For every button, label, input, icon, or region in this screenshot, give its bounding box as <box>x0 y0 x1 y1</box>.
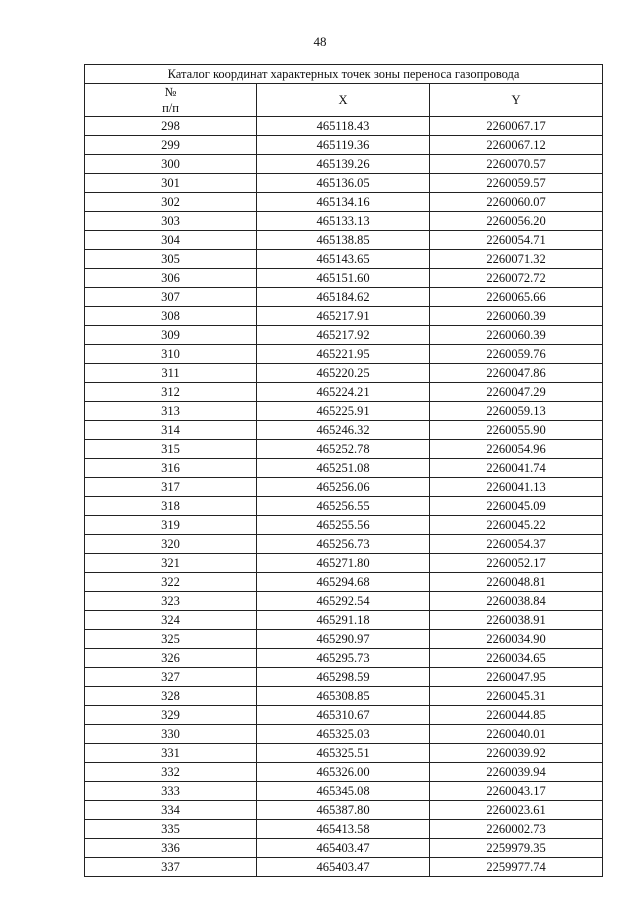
table-row <box>85 516 603 535</box>
point-number-cell: 334 <box>85 801 257 820</box>
y-coordinate-cell: 2260023.61 <box>430 801 603 820</box>
point-number-cell: 323 <box>85 592 257 611</box>
x-coordinate-cell: 465225.91 <box>257 402 430 421</box>
y-coordinate-cell: 2260002.73 <box>430 820 603 839</box>
point-number-cell: 320 <box>85 535 257 554</box>
table-row <box>85 231 603 250</box>
point-number-cell: 302 <box>85 193 257 212</box>
x-coordinate-cell: 465290.97 <box>257 630 430 649</box>
point-number-cell: 333 <box>85 782 257 801</box>
point-number-cell: 301 <box>85 174 257 193</box>
table-row <box>85 307 603 326</box>
point-number-cell: 331 <box>85 744 257 763</box>
y-coordinate-cell: 2260067.12 <box>430 136 603 155</box>
point-number-cell: 324 <box>85 611 257 630</box>
x-coordinate-cell: 465325.03 <box>257 725 430 744</box>
table-row <box>85 117 603 136</box>
y-coordinate-cell: 2260048.81 <box>430 573 603 592</box>
table-row <box>85 554 603 573</box>
x-coordinate-cell: 465325.51 <box>257 744 430 763</box>
y-coordinate-cell: 2260059.13 <box>430 402 603 421</box>
point-number-cell: 304 <box>85 231 257 250</box>
table-row <box>85 402 603 421</box>
point-number-cell: 311 <box>85 364 257 383</box>
y-coordinate-cell: 2259979.35 <box>430 839 603 858</box>
table-row <box>85 744 603 763</box>
point-number-cell: 336 <box>85 839 257 858</box>
header-number <box>85 84 257 117</box>
y-coordinate-cell: 2260059.76 <box>430 345 603 364</box>
y-coordinate-cell: 2260043.17 <box>430 782 603 801</box>
point-number-cell: 322 <box>85 573 257 592</box>
table-title: Каталог координат характерных точек зоны переноса газопровода <box>85 65 603 84</box>
table-row <box>85 288 603 307</box>
page-number: 48 <box>313 34 327 49</box>
y-coordinate-cell: 2260056.20 <box>430 212 603 231</box>
y-coordinate-cell: 2259977.74 <box>430 858 603 877</box>
point-number-cell: 313 <box>85 402 257 421</box>
x-coordinate-cell: 465220.25 <box>257 364 430 383</box>
table-row <box>85 326 603 345</box>
y-coordinate-cell: 2260041.74 <box>430 459 603 478</box>
point-number-cell: 305 <box>85 250 257 269</box>
x-coordinate-cell: 465118.43 <box>257 117 430 136</box>
y-coordinate-cell: 2260045.09 <box>430 497 603 516</box>
y-coordinate-cell: 2260067.17 <box>430 117 603 136</box>
x-coordinate-cell: 465256.55 <box>257 497 430 516</box>
point-number-cell: 315 <box>85 440 257 459</box>
table-row <box>85 250 603 269</box>
x-coordinate-cell: 465403.47 <box>257 858 430 877</box>
table-title-row <box>85 65 603 84</box>
table-row <box>85 136 603 155</box>
y-coordinate-cell: 2260055.90 <box>430 421 603 440</box>
x-coordinate-cell: 465295.73 <box>257 649 430 668</box>
point-number-cell: 303 <box>85 212 257 231</box>
x-coordinate-cell: 465221.95 <box>257 345 430 364</box>
y-coordinate-cell: 2260060.07 <box>430 193 603 212</box>
table-row <box>85 763 603 782</box>
table-body <box>85 117 603 877</box>
point-number-cell: 337 <box>85 858 257 877</box>
point-number-cell: 335 <box>85 820 257 839</box>
y-coordinate-cell: 2260072.72 <box>430 269 603 288</box>
x-coordinate-cell: 465184.62 <box>257 288 430 307</box>
y-coordinate-cell: 2260034.65 <box>430 649 603 668</box>
y-coordinate-cell: 2260052.17 <box>430 554 603 573</box>
x-coordinate-cell: 465291.18 <box>257 611 430 630</box>
table-row <box>85 383 603 402</box>
point-number-cell: 326 <box>85 649 257 668</box>
y-coordinate-cell: 2260038.91 <box>430 611 603 630</box>
y-coordinate-cell: 2260054.71 <box>430 231 603 250</box>
y-coordinate-cell: 2260038.84 <box>430 592 603 611</box>
y-coordinate-cell: 2260060.39 <box>430 307 603 326</box>
y-coordinate-cell: 2260047.29 <box>430 383 603 402</box>
y-coordinate-cell: 2260044.85 <box>430 706 603 725</box>
x-coordinate-cell: 465271.80 <box>257 554 430 573</box>
y-coordinate-cell: 2260047.86 <box>430 364 603 383</box>
header-number-line2: п/п <box>162 101 179 115</box>
x-coordinate-cell: 465143.65 <box>257 250 430 269</box>
table-row <box>85 782 603 801</box>
point-number-cell: 329 <box>85 706 257 725</box>
point-number-cell: 300 <box>85 155 257 174</box>
x-coordinate-cell: 465246.32 <box>257 421 430 440</box>
y-coordinate-cell: 2260059.57 <box>430 174 603 193</box>
table-row <box>85 535 603 554</box>
table-row <box>85 193 603 212</box>
x-coordinate-cell: 465292.54 <box>257 592 430 611</box>
table-row <box>85 440 603 459</box>
table-row <box>85 820 603 839</box>
point-number-cell: 308 <box>85 307 257 326</box>
table-row <box>85 155 603 174</box>
table-row <box>85 649 603 668</box>
x-coordinate-cell: 465151.60 <box>257 269 430 288</box>
table-row <box>85 592 603 611</box>
table-row <box>85 345 603 364</box>
point-number-cell: 307 <box>85 288 257 307</box>
point-number-cell: 327 <box>85 668 257 687</box>
table-row <box>85 364 603 383</box>
y-coordinate-cell: 2260041.13 <box>430 478 603 497</box>
x-coordinate-cell: 465255.56 <box>257 516 430 535</box>
point-number-cell: 319 <box>85 516 257 535</box>
coordinate-catalog-table <box>84 64 603 877</box>
table-row <box>85 459 603 478</box>
table-row <box>85 668 603 687</box>
point-number-cell: 314 <box>85 421 257 440</box>
table-header-row <box>85 84 603 117</box>
x-coordinate-cell: 465413.58 <box>257 820 430 839</box>
table-row <box>85 269 603 288</box>
table-row <box>85 801 603 820</box>
y-coordinate-cell: 2260045.22 <box>430 516 603 535</box>
y-coordinate-cell: 2260039.92 <box>430 744 603 763</box>
x-coordinate-cell: 465133.13 <box>257 212 430 231</box>
table-row <box>85 497 603 516</box>
x-coordinate-cell: 465256.73 <box>257 535 430 554</box>
header-x: X <box>257 84 430 117</box>
table-row <box>85 212 603 231</box>
y-coordinate-cell: 2260070.57 <box>430 155 603 174</box>
x-coordinate-cell: 465251.08 <box>257 459 430 478</box>
point-number-cell: 330 <box>85 725 257 744</box>
point-number-cell: 325 <box>85 630 257 649</box>
point-number-cell: 316 <box>85 459 257 478</box>
table-row <box>85 421 603 440</box>
point-number-cell: 321 <box>85 554 257 573</box>
x-coordinate-cell: 465217.92 <box>257 326 430 345</box>
x-coordinate-cell: 465217.91 <box>257 307 430 326</box>
point-number-cell: 312 <box>85 383 257 402</box>
point-number-cell: 310 <box>85 345 257 364</box>
point-number-cell: 298 <box>85 117 257 136</box>
x-coordinate-cell: 465138.85 <box>257 231 430 250</box>
y-coordinate-cell: 2260034.90 <box>430 630 603 649</box>
table-row <box>85 573 603 592</box>
y-coordinate-cell: 2260054.37 <box>430 535 603 554</box>
x-coordinate-cell: 465252.78 <box>257 440 430 459</box>
x-coordinate-cell: 465298.59 <box>257 668 430 687</box>
table-row <box>85 858 603 877</box>
point-number-cell: 309 <box>85 326 257 345</box>
table-row <box>85 611 603 630</box>
table-row <box>85 174 603 193</box>
y-coordinate-cell: 2260060.39 <box>430 326 603 345</box>
x-coordinate-cell: 465139.26 <box>257 155 430 174</box>
point-number-cell: 318 <box>85 497 257 516</box>
header-y: Y <box>430 84 603 117</box>
x-coordinate-cell: 465256.06 <box>257 478 430 497</box>
y-coordinate-cell: 2260047.95 <box>430 668 603 687</box>
table-row <box>85 478 603 497</box>
point-number-cell: 332 <box>85 763 257 782</box>
y-coordinate-cell: 2260054.96 <box>430 440 603 459</box>
header-number-line1: № <box>164 85 177 99</box>
x-coordinate-cell: 465134.16 <box>257 193 430 212</box>
point-number-cell: 317 <box>85 478 257 497</box>
x-coordinate-cell: 465387.80 <box>257 801 430 820</box>
point-number-cell: 328 <box>85 687 257 706</box>
x-coordinate-cell: 465136.05 <box>257 174 430 193</box>
x-coordinate-cell: 465326.00 <box>257 763 430 782</box>
y-coordinate-cell: 2260071.32 <box>430 250 603 269</box>
x-coordinate-cell: 465224.21 <box>257 383 430 402</box>
table-row <box>85 706 603 725</box>
table-row <box>85 725 603 744</box>
table-row <box>85 687 603 706</box>
x-coordinate-cell: 465294.68 <box>257 573 430 592</box>
y-coordinate-cell: 2260065.66 <box>430 288 603 307</box>
table-row <box>85 839 603 858</box>
point-number-cell: 299 <box>85 136 257 155</box>
x-coordinate-cell: 465119.36 <box>257 136 430 155</box>
y-coordinate-cell: 2260040.01 <box>430 725 603 744</box>
x-coordinate-cell: 465403.47 <box>257 839 430 858</box>
table-row <box>85 630 603 649</box>
x-coordinate-cell: 465310.67 <box>257 706 430 725</box>
y-coordinate-cell: 2260045.31 <box>430 687 603 706</box>
x-coordinate-cell: 465345.08 <box>257 782 430 801</box>
y-coordinate-cell: 2260039.94 <box>430 763 603 782</box>
x-coordinate-cell: 465308.85 <box>257 687 430 706</box>
point-number-cell: 306 <box>85 269 257 288</box>
